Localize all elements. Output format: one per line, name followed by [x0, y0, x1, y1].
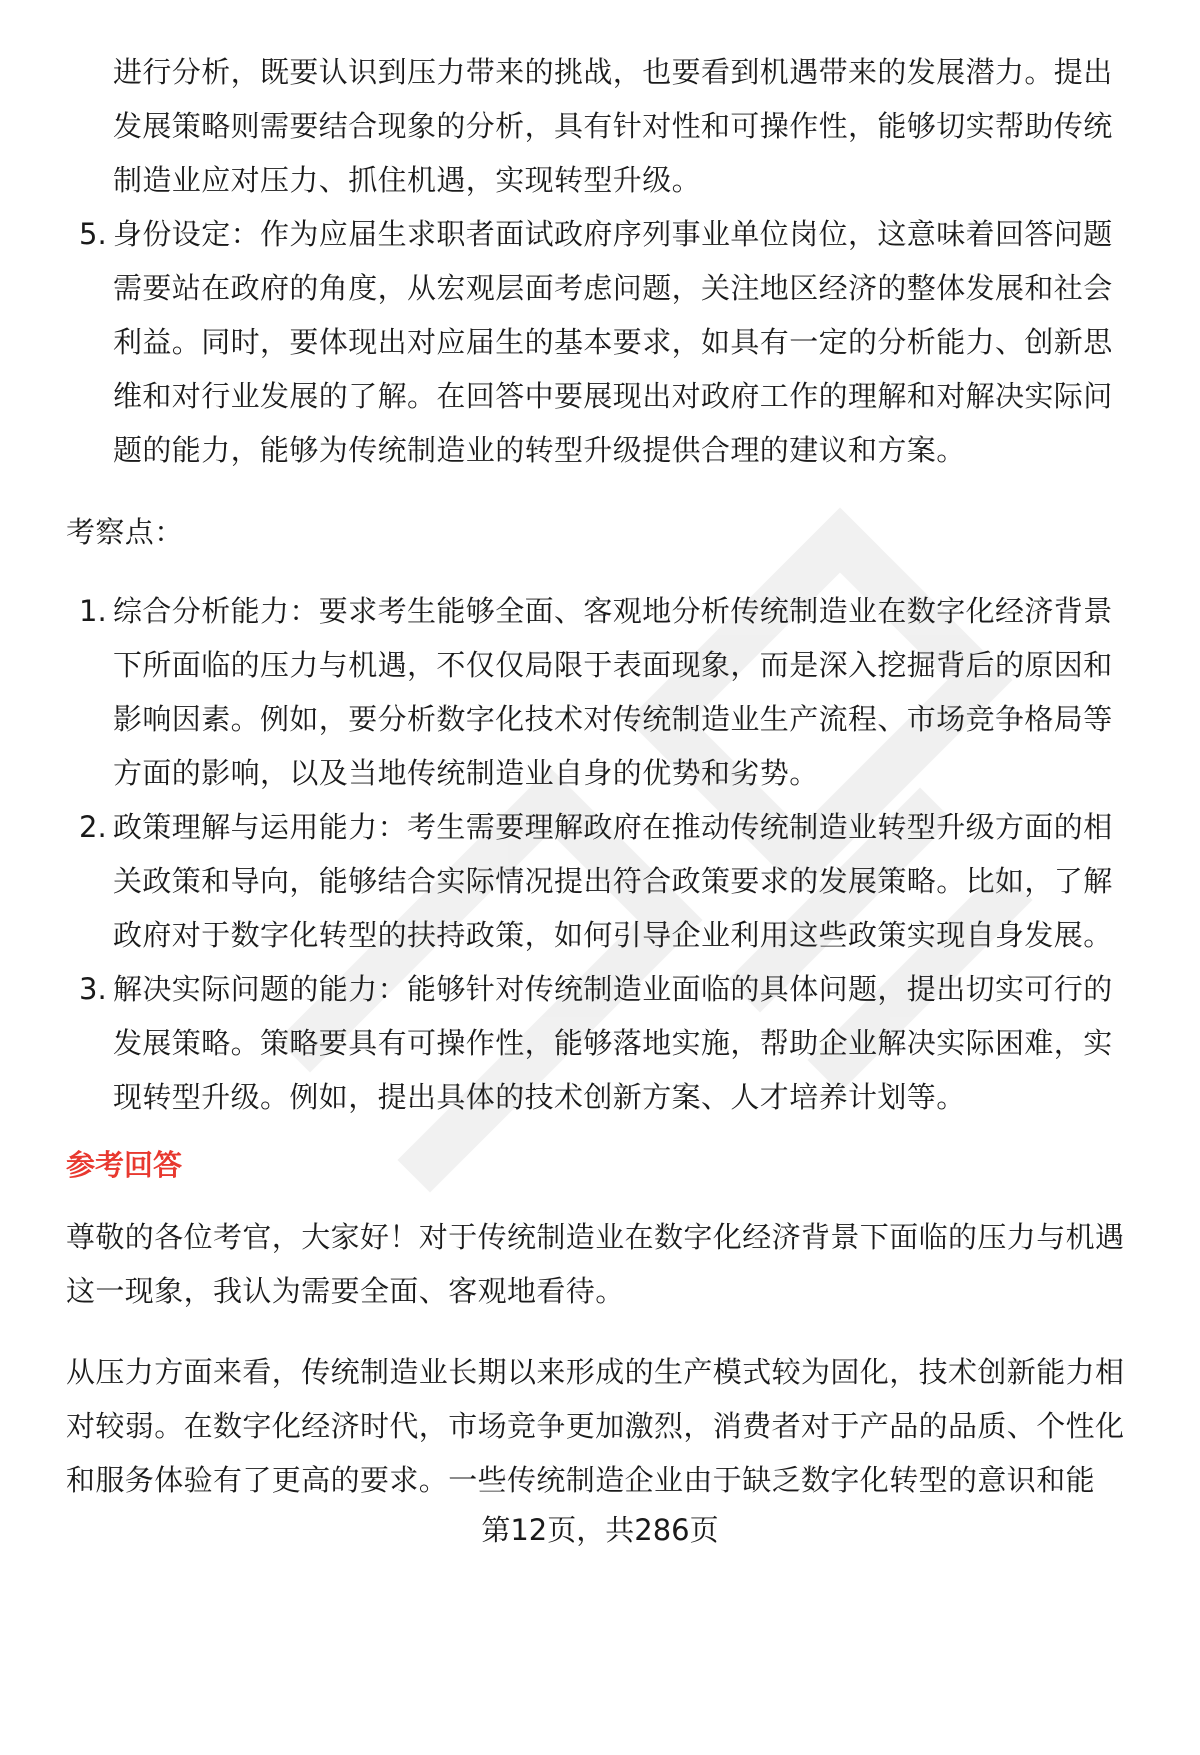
point-1-line-3: 影响因素。例如，要分析数字化技术对传统制造业生产流程、市场竞争格局等: [113, 702, 1113, 736]
item-5-line-4: 维和对行业发展的了解。在回答中要展现出对政府工作的理解和对解决实际问: [113, 379, 1113, 413]
answer-para-1-line-2: 这一现象，我认为需要全面、客观地看待。: [66, 1274, 625, 1308]
point-3-number: 3.: [79, 972, 107, 1006]
reference-answer-heading: 参考回答: [66, 1148, 183, 1182]
item-5-line-2: 需要站在政府的角度，从宏观层面考虑问题，关注地区经济的整体发展和社会: [113, 271, 1113, 305]
item-5-line-3: 利益。同时，要体现出对应届生的基本要求，如具有一定的分析能力、创新思: [113, 325, 1113, 359]
continued-line-2: 发展策略则需要结合现象的分析，具有针对性和可操作性，能够切实帮助传统: [113, 109, 1113, 143]
item-5-line-5: 题的能力，能够为传统制造业的转型升级提供合理的建议和方案。: [113, 433, 966, 467]
page-number-footer: 第12页，共286页: [481, 1513, 719, 1547]
continued-line-1: 进行分析，既要认识到压力带来的挑战，也要看到机遇带来的发展潜力。提出: [113, 55, 1113, 89]
point-1-line-4: 方面的影响，以及当地传统制造业自身的优势和劣势。: [113, 756, 819, 790]
continued-line-3: 制造业应对压力、抓住机遇，实现转型升级。: [113, 163, 702, 197]
answer-para-2-line-2: 对较弱。在数字化经济时代，市场竞争更加激烈，消费者对于产品的品质、个性化: [66, 1409, 1125, 1443]
item-5-line-1: 身份设定：作为应届生求职者面试政府序列事业单位岗位，这意味着回答问题: [113, 217, 1113, 251]
answer-para-2-line-1: 从压力方面来看，传统制造业长期以来形成的生产模式较为固化，技术创新能力相: [66, 1355, 1125, 1389]
point-3-line-1: 解决实际问题的能力：能够针对传统制造业面临的具体问题，提出切实可行的: [113, 972, 1113, 1006]
point-1-line-1: 综合分析能力：要求考生能够全面、客观地分析传统制造业在数字化经济背景: [113, 594, 1113, 628]
answer-para-1-line-1: 尊敬的各位考官，大家好！对于传统制造业在数字化经济背景下面临的压力与机遇: [66, 1220, 1125, 1254]
point-2-number: 2.: [79, 810, 107, 844]
point-2-line-2: 关政策和导向，能够结合实际情况提出符合政策要求的发展策略。比如，了解: [113, 864, 1113, 898]
point-3-line-3: 现转型升级。例如，提出具体的技术创新方案、人才培养计划等。: [113, 1080, 966, 1114]
point-2-line-3: 政府对于数字化转型的扶持政策，如何引导企业利用这些政策实现自身发展。: [113, 918, 1113, 952]
answer-para-2-line-3: 和服务体验有了更高的要求。一些传统制造企业由于缺乏数字化转型的意识和能: [66, 1463, 1096, 1497]
point-1-number: 1.: [79, 594, 107, 628]
section-title-kaochadian: 考察点：: [66, 515, 184, 549]
item-5-number: 5.: [79, 217, 107, 251]
point-3-line-2: 发展策略。策略要具有可操作性，能够落地实施，帮助企业解决实际困难，实: [113, 1026, 1113, 1060]
point-1-line-2: 下所面临的压力与机遇，不仅仅局限于表面现象，而是深入挖掘背后的原因和: [113, 648, 1113, 682]
point-2-line-1: 政策理解与运用能力：考生需要理解政府在推动传统制造业转型升级方面的相: [113, 810, 1113, 844]
